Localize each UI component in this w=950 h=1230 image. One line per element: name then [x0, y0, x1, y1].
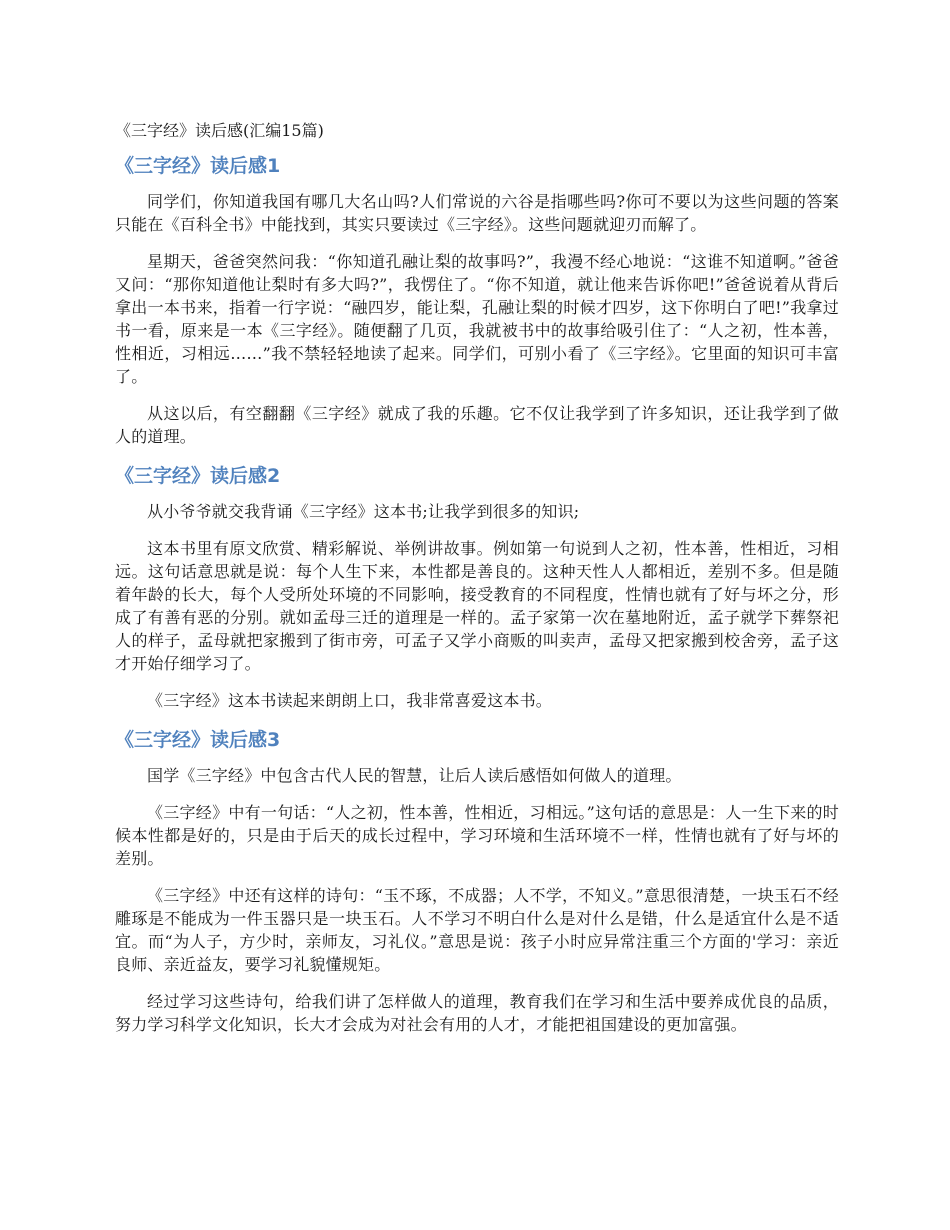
- section-heading: 《三字经》读后感1: [115, 155, 281, 177]
- document-title: 《三字经》读后感(汇编15篇): [115, 121, 324, 140]
- paragraph: 《三字经》中还有这样的诗句：“玉不琢，不成器；人不学，不知义。”意思很清楚，一块玉石不经雕琢是不能成为一件玉器只是一块玉石。人不学习不明白什么是对什么是错，什么是适宜什么是不适宜。而“为人子，方少时，亲师友，习礼仪。”意思是说：孩子小时应异常注重三个方面的'学习：亲近良师、亲近益友，要学习礼貌懂规矩。: [115, 886, 839, 974]
- paragraph: 国学《三字经》中包含古代人民的智慧，让后人读后感悟如何做人的道理。: [147, 766, 682, 785]
- section-heading: 《三字经》读后感3: [115, 729, 281, 751]
- paragraph: 同学们，你知道我国有哪几大名山吗?人们常说的六谷是指哪些吗?你可不要以为这些问题的答案只能在《百科全书》中能找到，其实只要读过《三字经》。这些问题就迎刃而解了。: [115, 192, 839, 234]
- paragraph: 经过学习这些诗句，给我们讲了怎样做人的道理，教育我们在学习和生活中要养成优良的品质，努力学习科学文化知识，长大才会成为对社会有用的人才，才能把祖国建设的更加富强。: [115, 992, 839, 1034]
- paragraph: 从小爷爷就交我背诵《三字经》这本书;让我学到很多的知识;: [147, 502, 580, 521]
- section-heading: 《三字经》读后感2: [115, 465, 281, 487]
- section-3: [115, 726, 839, 1036]
- paragraph: 《三字经》这本书读起来朗朗上口，我非常喜爱这本书。: [147, 691, 553, 710]
- paragraph: 《三字经》中有一句话：“人之初，性本善，性相近，习相远。”这句话的意思是：人一生下来的时候本性都是好的，只是由于后天的成长过程中，学习环境和生活环境不一样，性情也就有了好与坏的差别。: [115, 803, 839, 868]
- document-page: [115, 118, 839, 1050]
- section-1: [115, 152, 839, 448]
- paragraph: 从这以后，有空翻翻《三字经》就成了我的乐趣。它不仅让我学到了许多知识，还让我学到了做人的道理。: [115, 404, 839, 446]
- paragraph: 这本书里有原文欣赏、精彩解说、举例讲故事。例如第一句说到人之初，性本善，性相近，习相远。这句话意思就是说：每个人生下来，本性都是善良的。这种天性人人都相近，差别不多。但是随着年龄的长大，每个人受所处环境的不同影响，接受教育的不同程度，性情也就有了好与坏之分，形成了有善有恶的分别。就如孟母三迁的道理是一样的。孟子家第一次在墓地附近，孟子就学下葬祭祀人的样子，孟母就把家搬到了街市旁，可孟子又学小商贩的叫卖声，孟母又把家搬到校舍旁，孟子这才开始仔细学习了。: [115, 539, 839, 673]
- paragraph: 星期天，爸爸突然问我：“你知道孔融让梨的故事吗?”，我漫不经心地说：“这谁不知道啊。”爸爸又问：“那你知道他让梨时有多大吗?”，我愣住了。“你不知道，就让他来告诉你吧!”爸爸说着从背后拿出一本书来，指着一行字说：“融四岁，能让梨，孔融让梨的时候才四岁，这下你明白了吧!”我拿过书一看，原来是一本《三字经》。随便翻了几页，我就被书中的故事给吸引住了：“人之初，性本善，性相近，习相远……”我不禁轻轻地读了起来。同学们，可别小看了《三字经》。它里面的知识可丰富了。: [115, 252, 839, 386]
- section-2: [115, 462, 839, 712]
